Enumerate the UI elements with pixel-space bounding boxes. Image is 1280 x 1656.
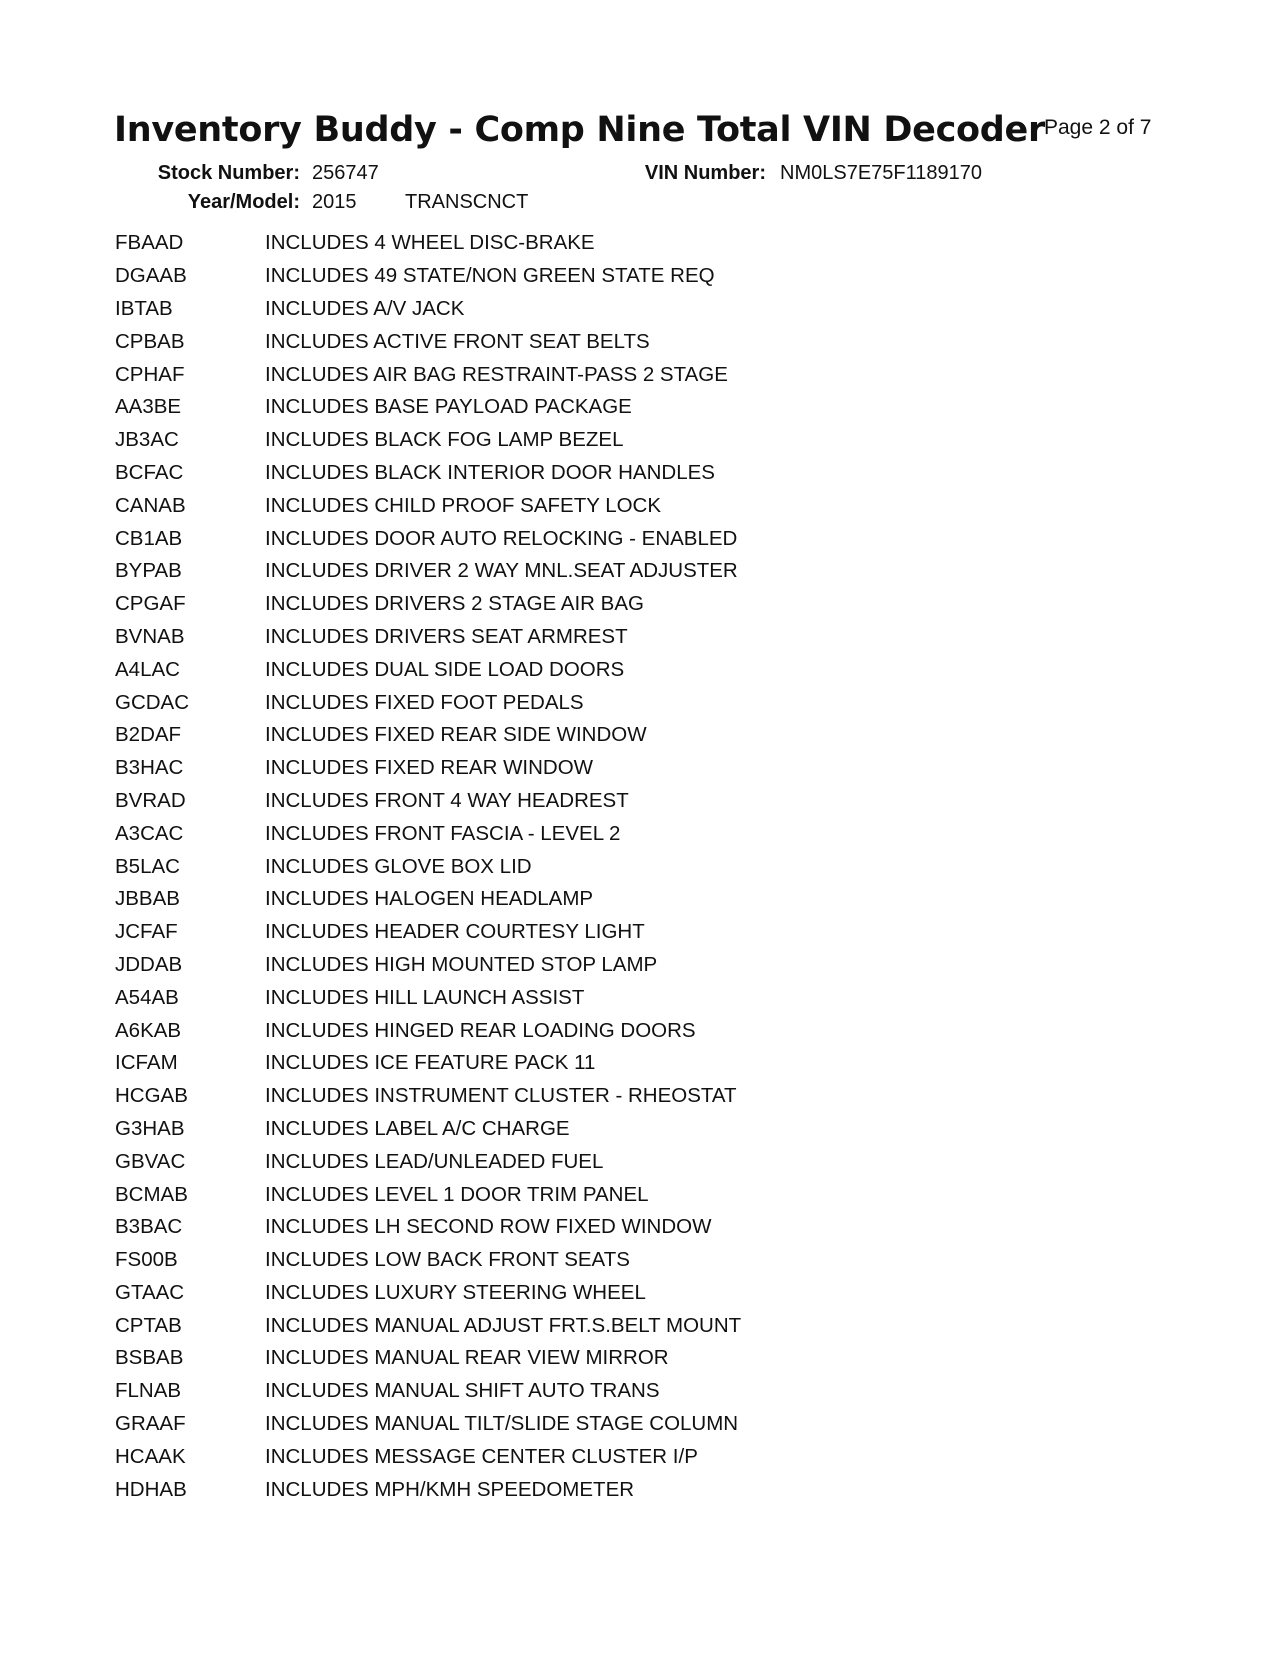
option-row: [115, 686, 1015, 719]
option-description: INCLUDES HEADER COURTESY LIGHT: [265, 920, 645, 944]
option-row: [115, 1145, 1015, 1178]
option-code: BSBAB: [115, 1346, 184, 1370]
option-description: INCLUDES BLACK INTERIOR DOOR HANDLES: [265, 460, 715, 484]
option-row: [115, 653, 1015, 686]
option-code: FS00B: [115, 1248, 178, 1272]
option-row: [115, 1440, 1015, 1473]
option-row: [115, 1178, 1015, 1211]
option-code: CPHAF: [115, 362, 185, 386]
option-description: INCLUDES DRIVERS 2 STAGE AIR BAG: [265, 592, 644, 616]
option-code: A3CAC: [115, 821, 184, 845]
stock-number-value: 256747: [312, 162, 379, 184]
option-row: [115, 1047, 1015, 1080]
option-description: INCLUDES BLACK FOG LAMP BEZEL: [265, 428, 624, 452]
option-code: FLNAB: [115, 1379, 182, 1403]
vin-number-label: VIN Number:: [644, 162, 766, 184]
option-description: INCLUDES DRIVERS SEAT ARMREST: [265, 624, 628, 648]
option-row: [115, 522, 1015, 555]
option-description: INCLUDES HINGED REAR LOADING DOORS: [265, 1018, 696, 1042]
option-description: INCLUDES ICE FEATURE PACK 11: [265, 1051, 596, 1075]
option-description: INCLUDES FRONT FASCIA - LEVEL 2: [265, 821, 621, 845]
option-description: INCLUDES LEVEL 1 DOOR TRIM PANEL: [265, 1182, 649, 1206]
option-code: DGAAB: [115, 264, 187, 288]
option-code: JCFAF: [115, 920, 178, 944]
option-description: INCLUDES LEAD/UNLEADED FUEL: [265, 1149, 604, 1173]
option-row: [115, 293, 1015, 326]
option-code: CPGAF: [115, 592, 186, 616]
option-description: INCLUDES A/V JACK: [265, 296, 465, 320]
option-code: JBBAB: [115, 887, 180, 911]
option-code: GBVAC: [115, 1149, 186, 1173]
option-description: INCLUDES FRONT 4 WAY HEADREST: [265, 788, 629, 812]
option-row: [115, 1342, 1015, 1375]
option-code: B3HAC: [115, 756, 184, 780]
option-description: INCLUDES INSTRUMENT CLUSTER - RHEOSTAT: [265, 1084, 737, 1108]
option-code: HDHAB: [115, 1477, 187, 1501]
option-row: [115, 424, 1015, 457]
option-description: INCLUDES AIR BAG RESTRAINT-PASS 2 STAGE: [265, 362, 728, 386]
option-code: CPTAB: [115, 1313, 182, 1337]
option-code: GTAAC: [115, 1280, 185, 1304]
option-row: [115, 260, 1015, 293]
option-row: [115, 358, 1015, 391]
option-code: B2DAF: [115, 723, 182, 747]
option-description: INCLUDES ACTIVE FRONT SEAT BELTS: [265, 329, 650, 353]
option-code: HCAAK: [115, 1444, 186, 1468]
option-row: [115, 1014, 1015, 1047]
option-code: B5LAC: [115, 854, 180, 878]
option-row: [115, 555, 1015, 588]
option-description: INCLUDES MANUAL SHIFT AUTO TRANS: [265, 1379, 660, 1403]
option-code: BCMAB: [115, 1182, 188, 1206]
option-row: [115, 916, 1015, 949]
page-title: Inventory Buddy - Comp Nine Total VIN Decoder: [114, 110, 1045, 150]
model-value: TRANSCNCT: [405, 191, 529, 213]
option-row: [115, 325, 1015, 358]
option-code: B3BAC: [115, 1215, 183, 1239]
option-row: [115, 1375, 1015, 1408]
option-row: [115, 817, 1015, 850]
option-code: CPBAB: [115, 329, 185, 353]
option-code: JB3AC: [115, 428, 179, 452]
option-description: INCLUDES DRIVER 2 WAY MNL.SEAT ADJUSTER: [265, 559, 738, 583]
option-description: INCLUDES HILL LAUNCH ASSIST: [265, 985, 585, 1009]
page-indicator: Page 2 of 7: [1044, 116, 1152, 139]
option-description: INCLUDES MANUAL TILT/SLIDE STAGE COLUMN: [265, 1412, 739, 1436]
option-code-list: [115, 227, 1015, 1506]
option-code: FBAAD: [115, 231, 184, 255]
option-row: [115, 1473, 1015, 1506]
option-description: INCLUDES MESSAGE CENTER CLUSTER I/P: [265, 1444, 698, 1468]
option-row: [115, 1277, 1015, 1310]
option-description: INCLUDES FIXED FOOT PEDALS: [265, 690, 584, 714]
option-code: A54AB: [115, 985, 179, 1009]
option-description: INCLUDES FIXED REAR SIDE WINDOW: [265, 723, 647, 747]
option-description: INCLUDES LH SECOND ROW FIXED WINDOW: [265, 1215, 712, 1239]
option-description: INCLUDES LUXURY STEERING WHEEL: [265, 1280, 646, 1304]
option-code: HCGAB: [115, 1084, 188, 1108]
option-row: [115, 1408, 1015, 1441]
option-code: IBTAB: [115, 296, 173, 320]
option-description: INCLUDES MANUAL ADJUST FRT.S.BELT MOUNT: [265, 1313, 742, 1337]
option-row: [115, 1113, 1015, 1146]
option-code: BCFAC: [115, 460, 184, 484]
year-value: 2015: [312, 191, 357, 213]
option-description: INCLUDES HALOGEN HEADLAMP: [265, 887, 594, 911]
option-description: INCLUDES LABEL A/C CHARGE: [265, 1116, 570, 1140]
option-row: [115, 949, 1015, 982]
option-code: JDDAB: [115, 952, 183, 976]
option-description: INCLUDES MPH/KMH SPEEDOMETER: [265, 1477, 635, 1501]
option-description: INCLUDES GLOVE BOX LID: [265, 854, 532, 878]
option-row: [115, 457, 1015, 490]
option-description: INCLUDES DOOR AUTO RELOCKING - ENABLED: [265, 526, 738, 550]
option-row: [115, 719, 1015, 752]
option-description: INCLUDES DUAL SIDE LOAD DOORS: [265, 657, 625, 681]
option-code: GRAAF: [115, 1412, 186, 1436]
option-row: [115, 621, 1015, 654]
option-description: INCLUDES 49 STATE/NON GREEN STATE REQ: [265, 264, 715, 288]
option-code: CB1AB: [115, 526, 183, 550]
option-code: AA3BE: [115, 395, 182, 419]
option-code: A4LAC: [115, 657, 180, 681]
option-row: [115, 391, 1015, 424]
option-code: GCDAC: [115, 690, 190, 714]
option-code: BYPAB: [115, 559, 182, 583]
option-description: INCLUDES FIXED REAR WINDOW: [265, 756, 594, 780]
option-row: [115, 1244, 1015, 1277]
option-row: [115, 489, 1015, 522]
vin-number-value: NM0LS7E75F1189170: [780, 162, 982, 184]
option-code: BVNAB: [115, 624, 185, 648]
option-row: [115, 981, 1015, 1014]
option-row: [115, 785, 1015, 818]
option-row: [115, 752, 1015, 785]
stock-number-label: Stock Number:: [157, 162, 300, 184]
option-code: G3HAB: [115, 1116, 185, 1140]
option-row: [115, 1211, 1015, 1244]
option-row: [115, 1309, 1015, 1342]
option-row: [115, 227, 1015, 260]
option-description: INCLUDES CHILD PROOF SAFETY LOCK: [265, 493, 662, 517]
option-description: INCLUDES BASE PAYLOAD PACKAGE: [265, 395, 632, 419]
option-description: INCLUDES LOW BACK FRONT SEATS: [265, 1248, 630, 1272]
option-row: [115, 1080, 1015, 1113]
option-row: [115, 850, 1015, 883]
option-code: ICFAM: [115, 1051, 178, 1075]
option-row: [115, 883, 1015, 916]
option-description: INCLUDES HIGH MOUNTED STOP LAMP: [265, 952, 658, 976]
option-description: INCLUDES MANUAL REAR VIEW MIRROR: [265, 1346, 669, 1370]
option-code: CANAB: [115, 493, 186, 517]
option-code: BVRAD: [115, 788, 186, 812]
option-code: A6KAB: [115, 1018, 182, 1042]
option-description: INCLUDES 4 WHEEL DISC-BRAKE: [265, 231, 595, 255]
option-row: [115, 588, 1015, 621]
year-model-label: Year/Model:: [187, 191, 300, 213]
